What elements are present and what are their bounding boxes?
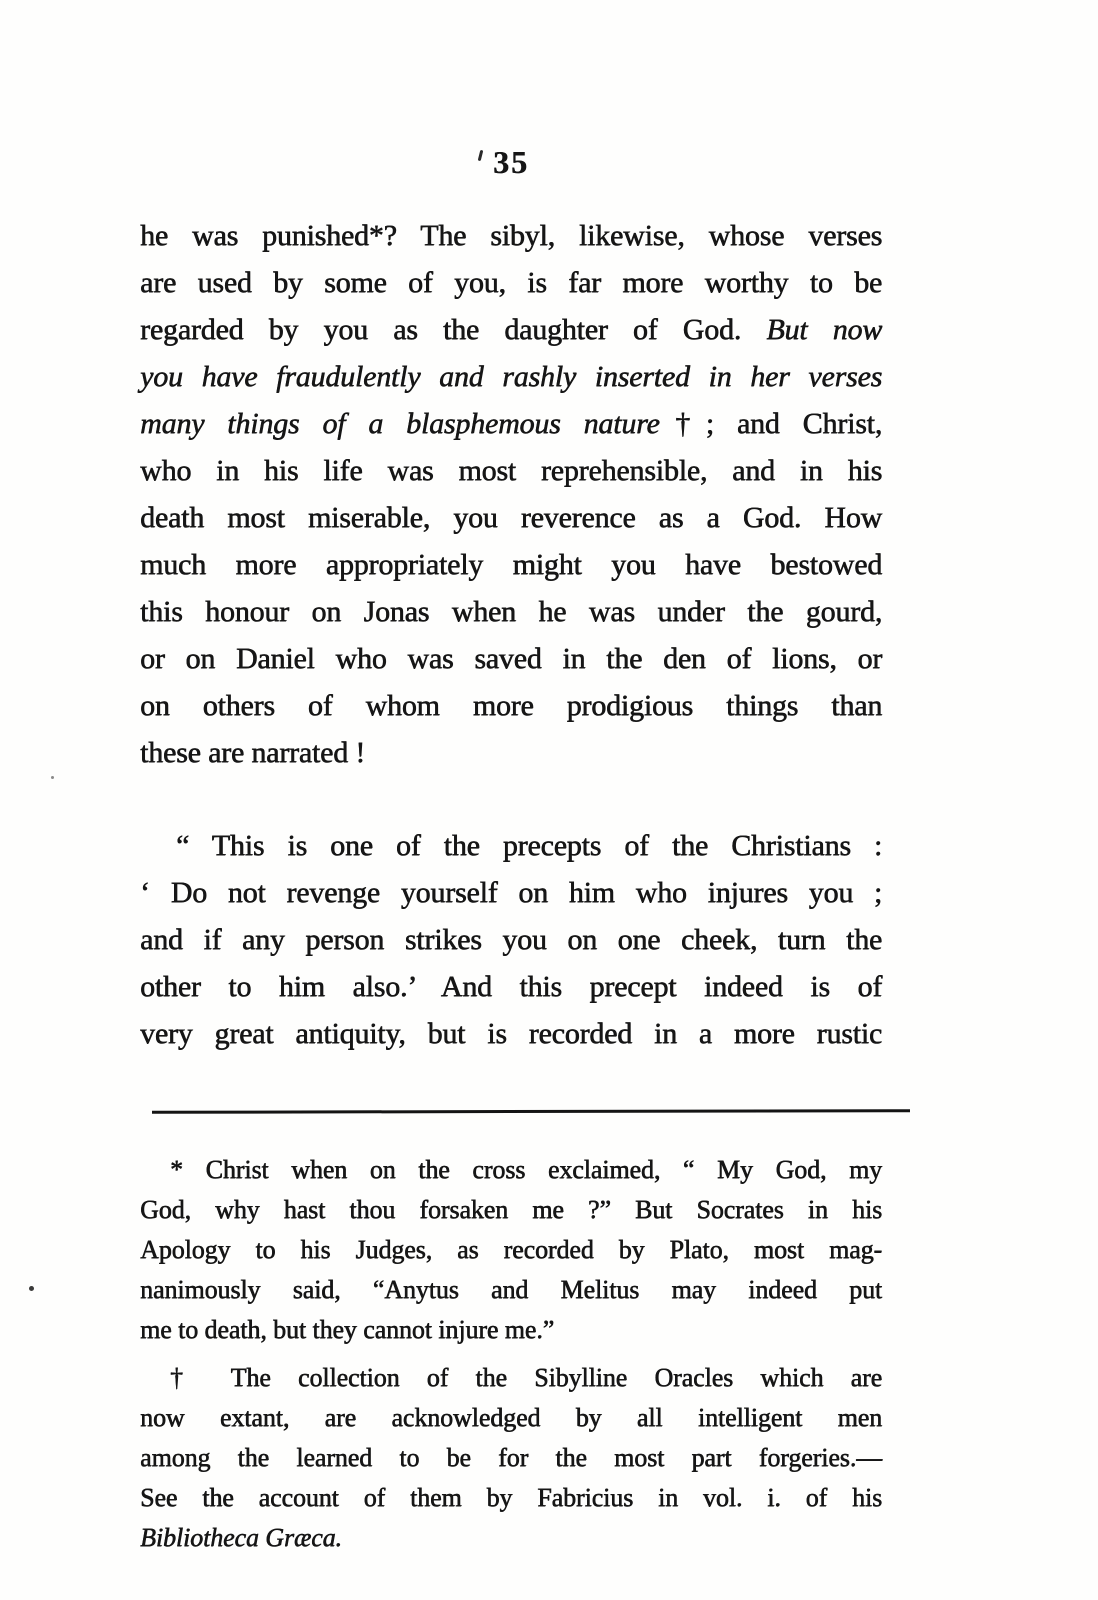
text-line xyxy=(140,306,882,353)
text-line: he was punished*? The sibyl, likewise, whose verses xyxy=(140,219,882,252)
text-line: ‘ Do not revenge yourself on him who injures you ; xyxy=(140,876,882,909)
text-segment: regarded by you as the daughter of God. xyxy=(140,313,742,346)
text-line: See the account of them by Fabricius in vol. i. of his xyxy=(140,1483,882,1512)
text-line: * Christ when on the cross exclaimed, “ My God, my xyxy=(170,1155,882,1184)
text-line-italic: you have fraudulently and rashly inserted in her verses xyxy=(140,360,882,393)
text-segment-italic: many things of a blasphemous nature xyxy=(140,407,660,440)
text-line: death most miserable, you reverence as a God. How xyxy=(140,501,882,534)
text-line: among the learned to be for the most part forgeries.— xyxy=(140,1443,882,1472)
footnote-asterisk xyxy=(140,1150,882,1350)
text-line: other to him also.’ And this precept indeed is of xyxy=(140,970,882,1003)
text-line: who in his life was most reprehensible, and in his xyxy=(140,454,882,487)
page-number: 35 xyxy=(493,144,529,180)
text-segment: †; and Christ, xyxy=(659,407,882,440)
text-line: † The collection of the Sibylline Oracles which are xyxy=(170,1363,882,1392)
text-segment-italic: But now xyxy=(766,313,882,346)
text-line: or on Daniel who was saved in the den of lions, or xyxy=(140,642,882,675)
paragraph-precepts xyxy=(140,822,882,1057)
text-line xyxy=(140,400,882,447)
footnote-separator-rule xyxy=(152,1109,910,1114)
text-line: and if any person strikes you on one cheek, turn the xyxy=(140,923,882,956)
text-line: much more appropriately might you have bestowed xyxy=(140,548,882,581)
text-line: are used by some of you, is far more worthy to be xyxy=(140,266,882,299)
text-line: nanimously said, “Anytus and Melitus may indeed put xyxy=(140,1275,882,1304)
scan-speck xyxy=(29,1286,34,1291)
text-line: “ This is one of the precepts of the Christians : xyxy=(176,829,882,862)
footnote-dagger xyxy=(140,1358,882,1558)
text-line: these are narrated ! xyxy=(140,736,366,769)
text-line: this honour on Jonas when he was under the gourd, xyxy=(140,595,882,628)
text-line: God, why hast thou forsaken me ?” But Socrates in his xyxy=(140,1195,882,1224)
text-line: very great antiquity, but is recorded in a more rustic xyxy=(140,1017,882,1050)
text-line-italic: Bibliotheca Græca. xyxy=(140,1523,342,1552)
text-line: now extant, are acknowledged by all intelligent men xyxy=(140,1403,882,1432)
paragraph-main xyxy=(140,212,882,776)
text-line: me to death, but they cannot injure me.” xyxy=(140,1315,555,1344)
scan-speck xyxy=(51,776,54,779)
text-line: Apology to his Judges, as recorded by Plato, most mag- xyxy=(140,1235,882,1264)
text-line: on others of whom more prodigious things than xyxy=(140,689,882,722)
